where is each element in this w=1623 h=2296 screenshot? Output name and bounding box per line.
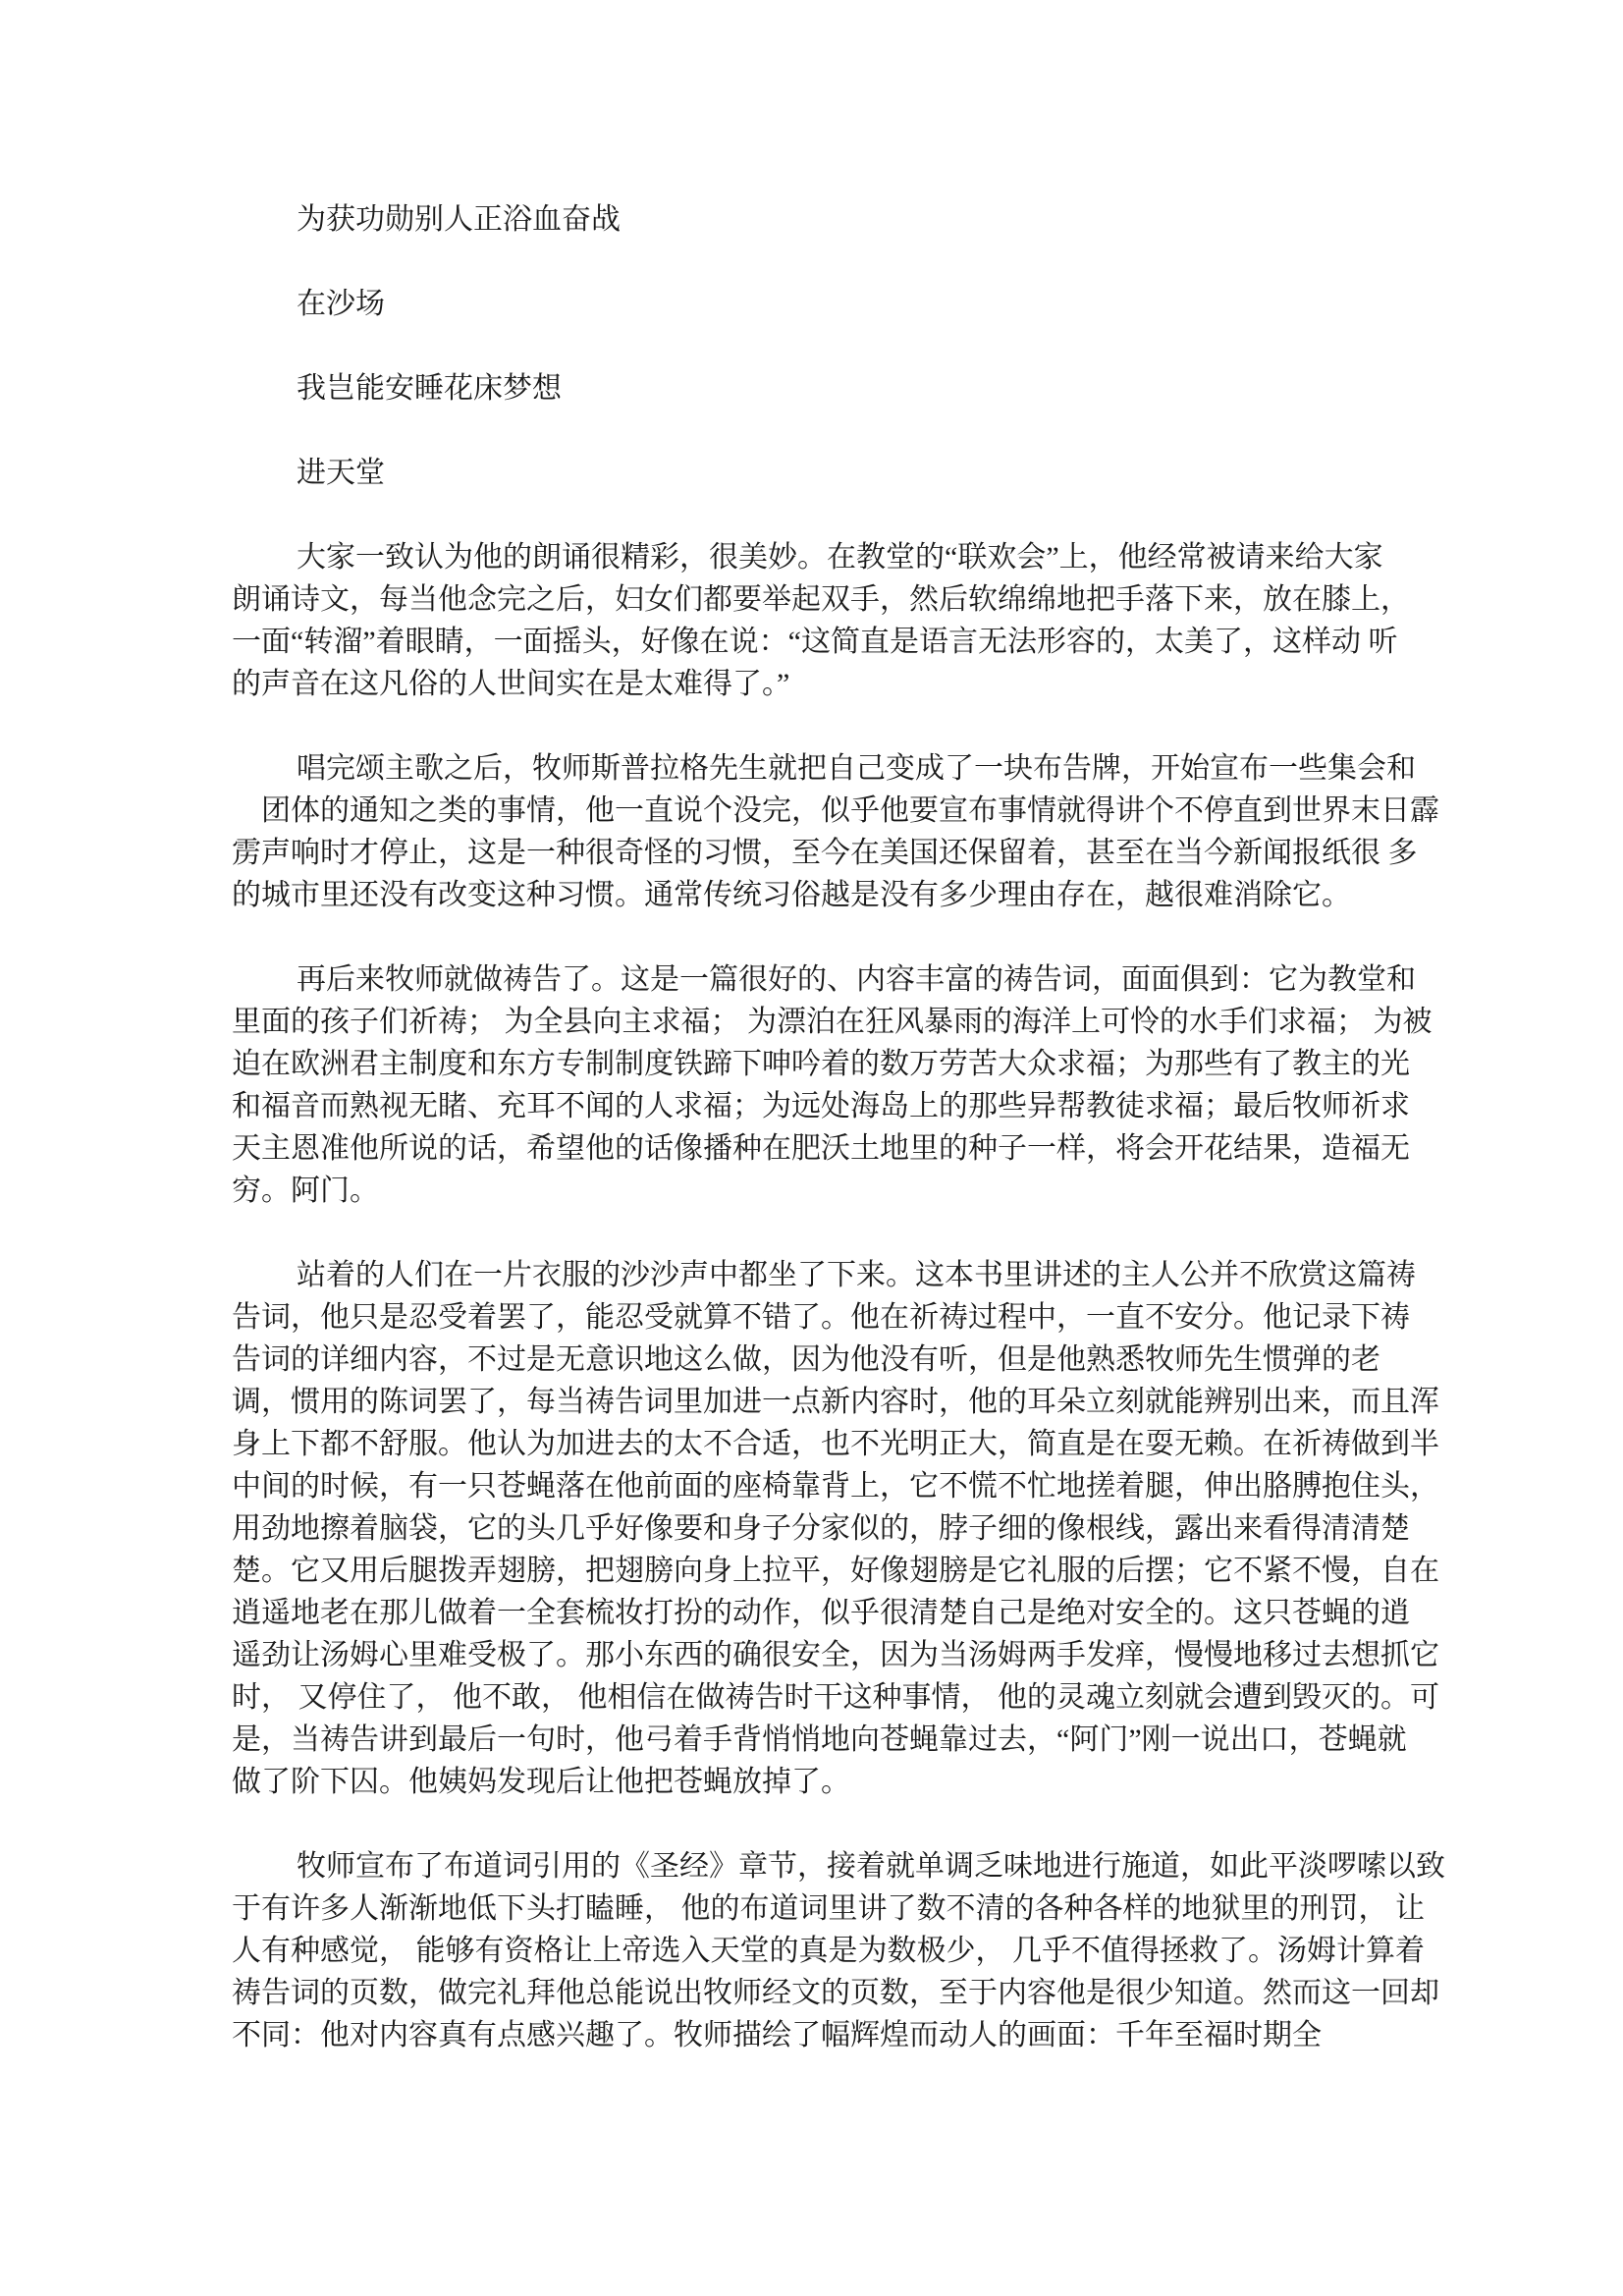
text-line: 再后来牧师就做祷告了。这是一篇很好的、内容丰富的祷告词，面面俱到：它为教堂和 [297, 963, 1416, 996]
text-line: 唱完颂主歌之后，牧师斯普拉格先生就把自己变成了一块布告牌，开始宣布一些集会和 [297, 752, 1416, 785]
paragraph [232, 1254, 1445, 1803]
text-line: 人有种感觉， 能够有资格让上帝选入天堂的真是为数极少， 几乎不值得拯救了。汤姆计算着 [232, 1935, 1425, 1967]
text-line: 做了阶下囚。他姨妈发现后让他把苍蝇放掉了。 [232, 1766, 850, 1798]
poem-line: 为获功勋别人正浴血奋战 [297, 203, 621, 236]
text-line: 团体的通知之类的事情，他一直说个没完，似乎他要宣布事情就得讲个不停直到世界末日霹 [232, 794, 1439, 827]
text-line: 和福音而熟视无睹、充耳不闻的人求福；为远处海岛上的那些异帮教徒求福；最后牧师祈求 [232, 1090, 1410, 1122]
text-line: 天主恩准他所说的话，希望他的话像播种在肥沃土地里的种子一样，将会开花结果，造福无 [232, 1132, 1410, 1165]
text-line: 的城市里还没有改变这种习惯。通常传统习俗越是没有多少理由存在，越很难消除它。 [232, 879, 1351, 911]
text-line: 告词，他只是忍受着罢了，能忍受就算不错了。他在祈祷过程中，一直不安分。他记录下祷 [232, 1301, 1410, 1334]
text-line: 的声音在这凡俗的人世间实在是太难得了。” [232, 668, 790, 700]
text-line: 身上下都不舒服。他认为加进去的太不合适，也不光明正大，简直是在耍无赖。在祈祷做到半 [232, 1428, 1439, 1460]
document-content [232, 198, 1445, 2099]
text-line: 朗诵诗文，每当他念完之后，妇女们都要举起双手，然后软绵绵地把手落下来，放在膝上， [232, 583, 1410, 616]
text-line: 雳声响时才停止，这是一种很奇怪的习惯，至今在美国还保留着，甚至在当今新闻报纸很 多 [232, 837, 1418, 869]
text-line: 迫在欧洲君主制度和东方专制制度铁蹄下呻吟着的数万劳苦大众求福；为那些有了教主的光 [232, 1048, 1410, 1080]
text-line: 告词的详细内容，不过是无意识地这么做，因为他没有听，但是他熟悉牧师先生惯弹的老 [232, 1343, 1380, 1376]
text-line: 于有许多人渐渐地低下头打瞌睡， 他的布道词里讲了数不清的各种各样的地狱里的刑罚， 让 [232, 1892, 1425, 1925]
poem-line: 在沙场 [297, 288, 385, 320]
text-line: 里面的孩子们祈祷； 为全县向主求福； 为漂泊在狂风暴雨的海洋上可怜的水手们求福； 为被 [232, 1006, 1433, 1038]
text-line: 中间的时候，有一只苍蝇落在他前面的座椅靠背上，它不慌不忙地搓着腿，伸出胳膊抱住头， [232, 1470, 1439, 1503]
text-line: 是，当祷告讲到最后一句时，他弓着手背悄悄地向苍蝇靠过去，“阿门”刚一说出口，苍蝇就 [232, 1723, 1407, 1756]
text-line: 楚。它又用后腿拨弄翅膀，把翅膀向身上拉平，好像翅膀是它礼服的后摆；它不紧不慢，自在 [232, 1555, 1439, 1587]
text-line: 用劲地擦着脑袋，它的头几乎好像要和身子分家似的，脖子细的像根线，露出来看得清清楚 [232, 1512, 1410, 1545]
text-line: 不同：他对内容真有点感兴趣了。牧师描绘了幅辉煌而动人的画面：千年至福时期全 [232, 2019, 1322, 2051]
text-line: 牧师宣布了布道词引用的《圣经》章节，接着就单调乏味地进行施道，如此平淡啰嗦以致 [297, 1850, 1445, 1883]
text-line: 逍遥地老在那儿做着一全套梳妆打扮的动作，似乎很清楚自己是绝对安全的。这只苍蝇的逍 [232, 1597, 1410, 1629]
text-line: 一面“转溜”着眼睛，一面摇头，好像在说：“这简直是语言无法形容的，太美了，这样动 听 [232, 626, 1398, 658]
text-line: 穷。阿门。 [232, 1175, 379, 1207]
paragraph [232, 1845, 1445, 2056]
text-line: 遥劲让汤姆心里难受极了。那小东西的确很安全，因为当汤姆两手发痒，慢慢地移过去想抓它 [232, 1639, 1439, 1671]
poem-line: 我岂能安睡花床梦想 [297, 372, 562, 405]
paragraph [232, 958, 1445, 1212]
text-line: 站着的人们在一片衣服的沙沙声中都坐了下来。这本书里讲述的主人公并不欣赏这篇祷 [297, 1259, 1416, 1291]
text-line: 大家一致认为他的朗诵很精彩，很美妙。在教堂的“联欢会”上，他经常被请来给大家 [297, 541, 1383, 574]
text-line: 祷告词的页数，做完礼拜他总能说出牧师经文的页数，至于内容他是很少知道。然而这一回却 [232, 1977, 1439, 2009]
poem-line: 进天堂 [297, 457, 385, 489]
paragraph [232, 747, 1445, 916]
text-line: 时， 又停住了， 他不敢， 他相信在做祷告时干这种事情， 他的灵魂立刻就会遭到毁灭的。可 [232, 1681, 1439, 1714]
text-line: 调，惯用的陈词罢了，每当祷告词里加进一点新内容时，他的耳朵立刻就能辨别出来，而且浑 [232, 1386, 1439, 1418]
paragraph [232, 536, 1445, 705]
